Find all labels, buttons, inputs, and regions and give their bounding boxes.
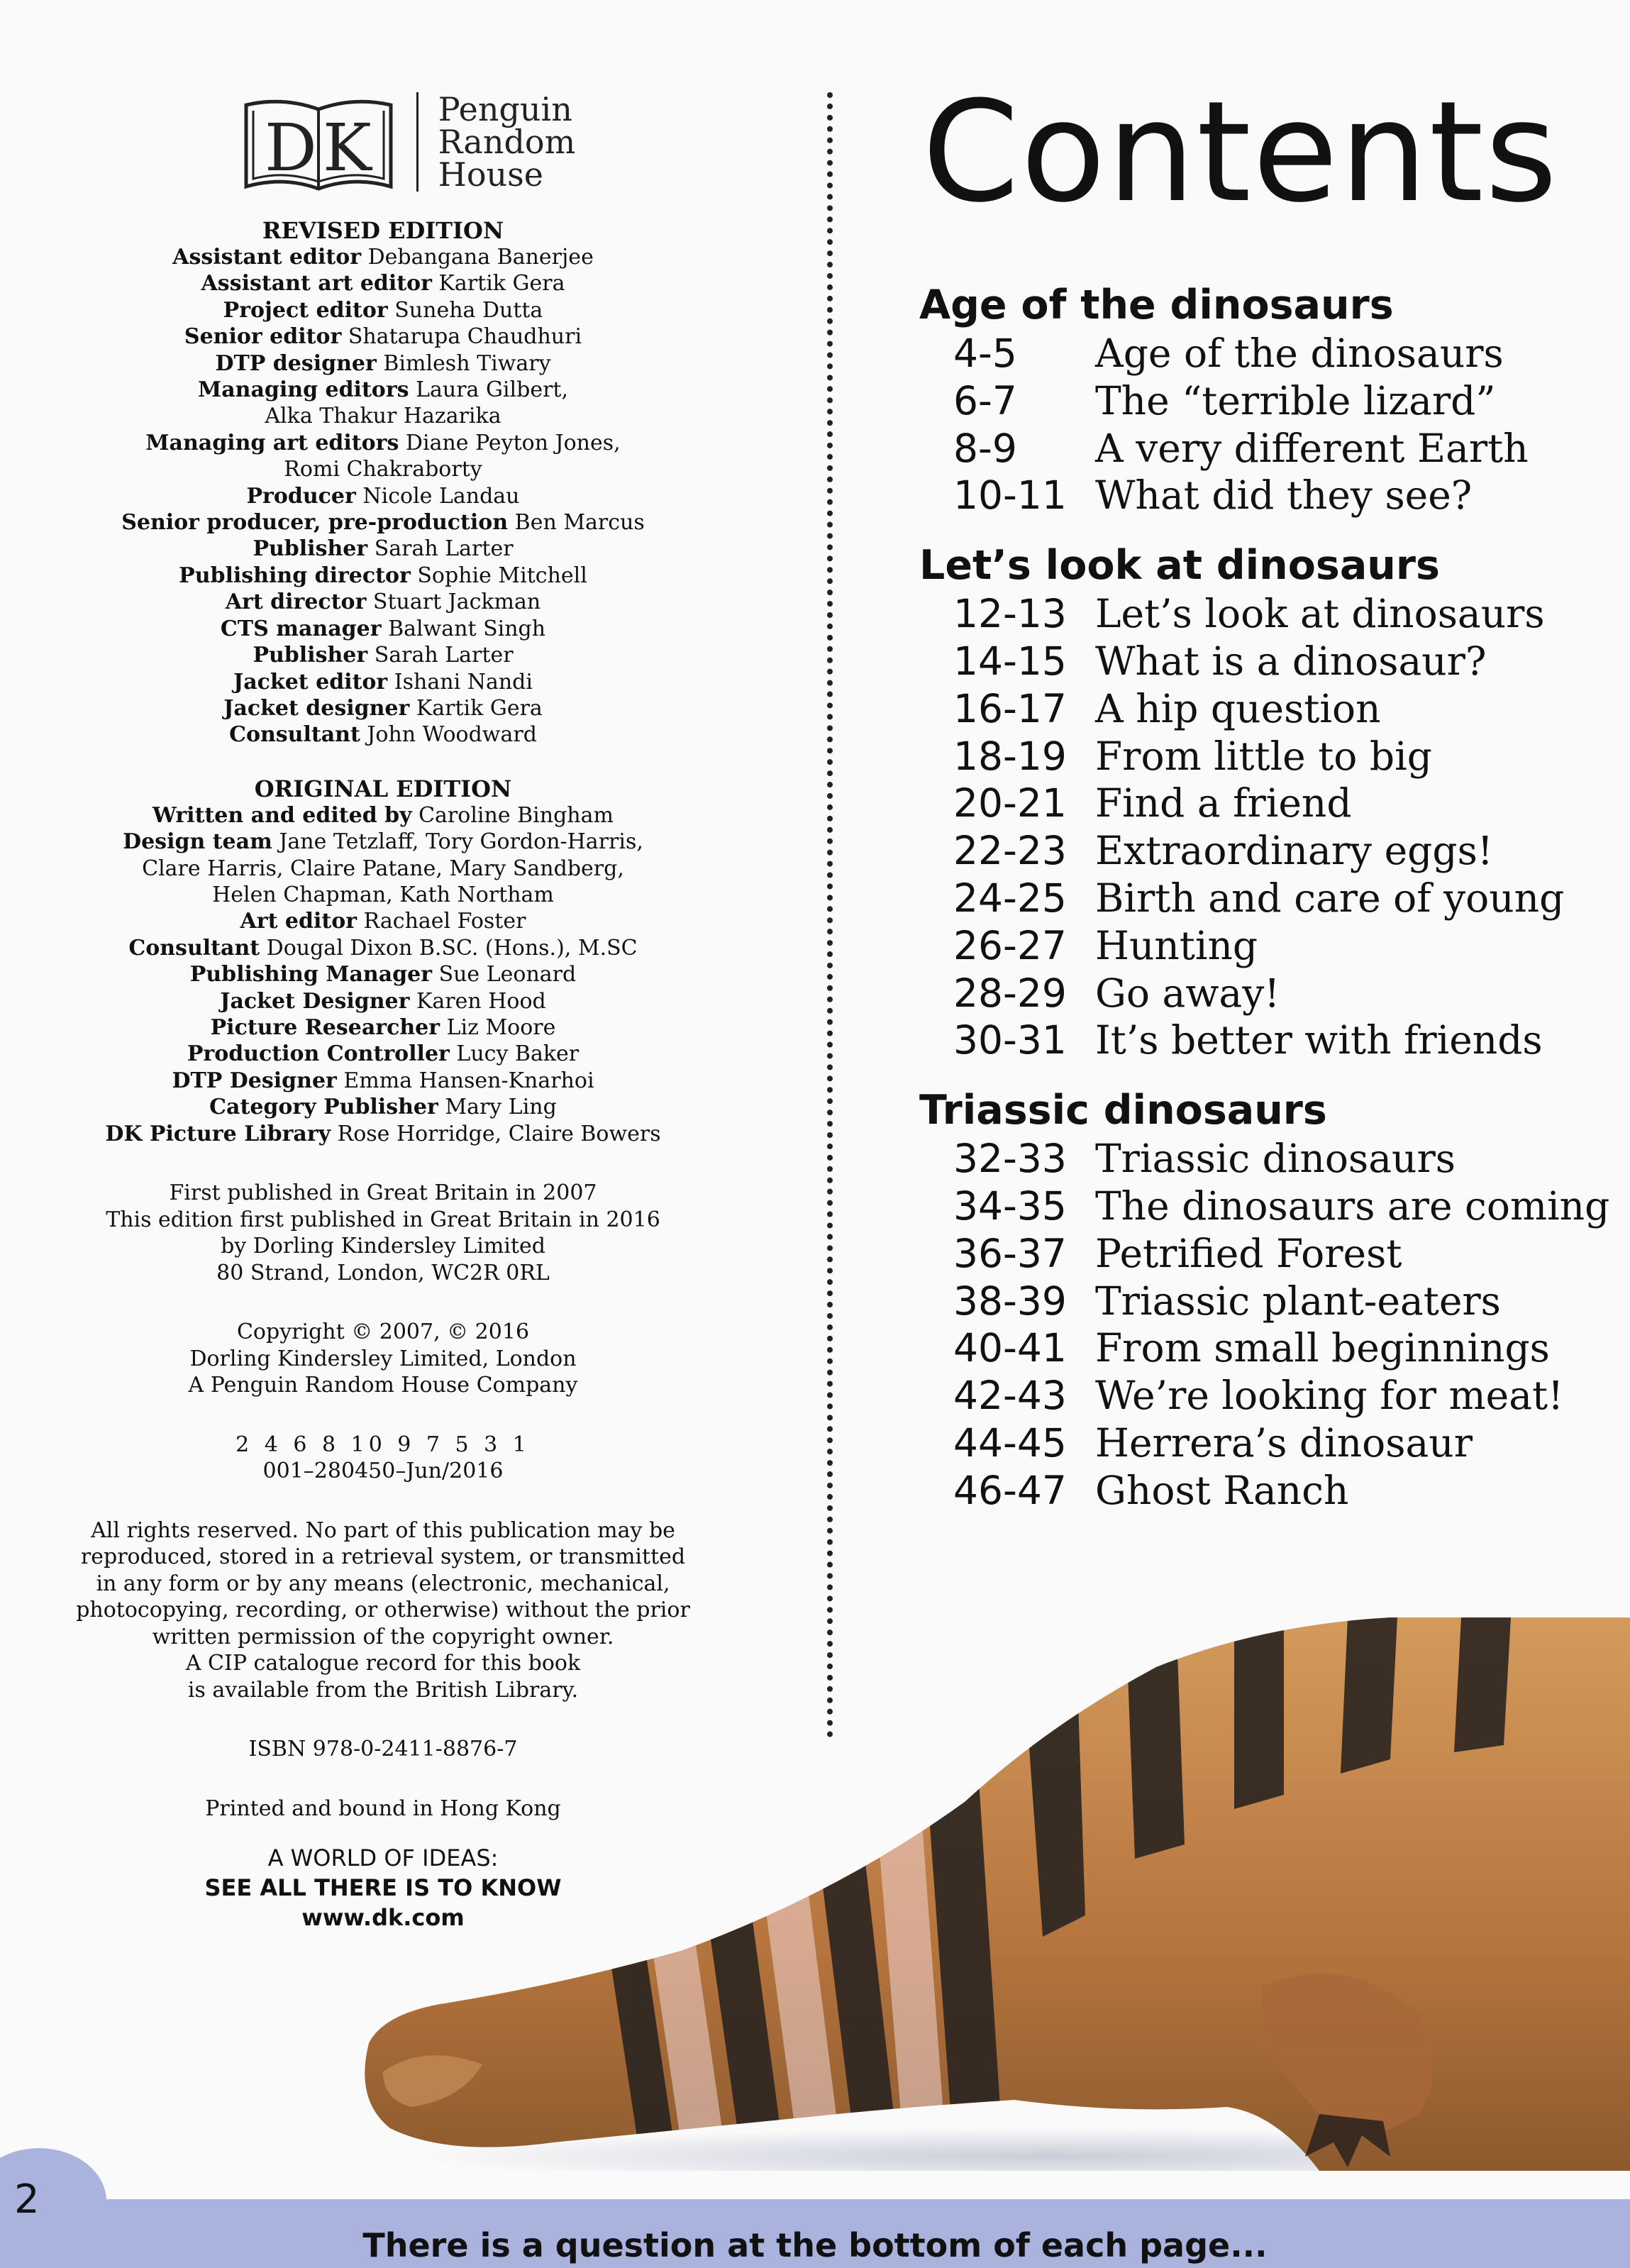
credit-line bbox=[71, 403, 695, 429]
credit-line bbox=[71, 1014, 695, 1041]
prh-line-3: House bbox=[438, 155, 543, 194]
rights-line: in any form or by any means (electronic, mechanical, bbox=[96, 1571, 670, 1596]
toc-entry-title: The “terrible lizard” bbox=[1095, 377, 1496, 424]
publication-history bbox=[71, 1180, 695, 1286]
credit-line bbox=[71, 1094, 695, 1120]
toc-entry[interactable] bbox=[919, 827, 1614, 875]
toc-entry-title: Triassic dinosaurs bbox=[1095, 1136, 1456, 1182]
toc-section-heading: Let’s look at dinosaurs bbox=[919, 542, 1440, 590]
credit-name: Sarah Larter bbox=[374, 536, 514, 562]
footer-question-teaser: There is a question at the bottom of each page... bbox=[362, 2226, 1268, 2264]
credit-role: Producer bbox=[246, 483, 356, 509]
svg-text:D: D bbox=[264, 109, 317, 186]
rights-line: All rights reserved. No part of this publication may be bbox=[91, 1517, 675, 1543]
toc-entry-pages: 16-17 bbox=[953, 685, 1067, 731]
toc-entry[interactable] bbox=[919, 377, 1614, 425]
credit-role: Production Controller bbox=[187, 1041, 450, 1067]
credit-role: Publisher bbox=[253, 536, 368, 562]
credit-role: Jacket editor bbox=[233, 669, 388, 695]
toc-entry-pages: 12-13 bbox=[953, 591, 1067, 637]
credit-role: Managing art editors bbox=[145, 430, 399, 455]
credit-role: DK Picture Library bbox=[105, 1121, 331, 1146]
toc-section bbox=[919, 280, 1614, 519]
toc-entry-title: Birth and care of young bbox=[1095, 875, 1565, 921]
credit-role: CTS manager bbox=[220, 616, 382, 641]
toc-entry-pages: 10-11 bbox=[953, 472, 1067, 519]
table-of-contents bbox=[919, 280, 1614, 1536]
credit-line bbox=[71, 244, 695, 270]
toc-entry[interactable] bbox=[919, 1278, 1614, 1325]
publication-line: First published in Great Britain in 2007 bbox=[169, 1180, 597, 1205]
rights-line: is available from the British Library. bbox=[187, 1677, 579, 1703]
toc-entry-title: From small beginnings bbox=[1095, 1325, 1550, 1371]
toc-section-heading: Triassic dinosaurs bbox=[919, 1087, 1327, 1134]
credit-role: Picture Researcher bbox=[210, 1014, 440, 1040]
toc-entry-pages: 8-9 bbox=[953, 425, 1017, 471]
toc-section bbox=[919, 541, 1614, 1064]
credit-line bbox=[71, 430, 695, 456]
column-divider bbox=[827, 92, 833, 1738]
dinosaur-illustration bbox=[340, 1617, 1630, 2171]
svg-text:K: K bbox=[322, 109, 372, 186]
toc-entry-title: It’s better with friends bbox=[1095, 1017, 1543, 1063]
credit-line bbox=[71, 589, 695, 615]
credit-name: Karen Hood bbox=[416, 988, 546, 1014]
toc-entry-title: From little to big bbox=[1095, 733, 1432, 779]
toc-entry[interactable] bbox=[919, 1135, 1614, 1183]
credit-role: Art director bbox=[225, 590, 367, 615]
toc-entry-pages: 26-27 bbox=[953, 922, 1067, 968]
toc-entry-title: Extraordinary eggs! bbox=[1095, 828, 1493, 874]
credit-role: Design team bbox=[123, 829, 272, 855]
page-number: 2 bbox=[14, 2176, 40, 2223]
toc-entry[interactable] bbox=[919, 1420, 1614, 1467]
credit-name: Balwant Singh bbox=[388, 616, 546, 641]
credit-role: Publishing Manager bbox=[189, 962, 433, 988]
credit-line bbox=[71, 829, 695, 855]
printer-key: 2 4 6 8 10 9 7 5 3 1 bbox=[235, 1432, 531, 1457]
toc-entry[interactable] bbox=[919, 1372, 1614, 1420]
toc-entry[interactable] bbox=[919, 472, 1614, 519]
credit-name: Ben Marcus bbox=[514, 510, 645, 536]
credit-line bbox=[71, 721, 695, 748]
credit-name: Ishani Nandi bbox=[394, 669, 533, 695]
prh-line-2: Random bbox=[438, 123, 576, 161]
toc-entry-title: Hunting bbox=[1095, 922, 1258, 968]
copyright-line: A Penguin Random House Company bbox=[188, 1373, 578, 1398]
toc-entry-title: What is a dinosaur? bbox=[1095, 638, 1487, 684]
credit-role: Senior editor bbox=[184, 324, 342, 350]
credit-line bbox=[71, 988, 695, 1014]
publication-line: This edition first published in Great Britain in 2016 bbox=[106, 1207, 660, 1232]
credit-name: Diane Peyton Jones, bbox=[405, 430, 621, 455]
credit-name: Stuart Jackman bbox=[372, 590, 541, 615]
credit-line bbox=[71, 509, 695, 536]
credit-name: Liz Moore bbox=[446, 1014, 556, 1040]
slogan-line-1: A WORLD OF IDEAS: bbox=[267, 1844, 499, 1871]
credit-role: Publisher bbox=[253, 643, 368, 668]
credit-name: Alka Thakur Hazarika bbox=[265, 404, 501, 429]
rights-line: written permission of the copyright owner. bbox=[152, 1624, 614, 1649]
credit-line bbox=[71, 961, 695, 988]
credit-name: Nicole Landau bbox=[362, 483, 520, 509]
credit-name: Helen Chapman, Kath Northam bbox=[212, 882, 554, 907]
toc-entry-title: Triassic plant-eaters bbox=[1095, 1278, 1501, 1324]
credit-name: Debangana Banerjee bbox=[367, 245, 594, 270]
original-edition-heading: ORIGINAL EDITION bbox=[254, 775, 512, 802]
dk-logo-icon bbox=[240, 91, 397, 194]
credit-role: Jacket Designer bbox=[220, 988, 410, 1014]
toc-entry-pages: 22-23 bbox=[953, 828, 1067, 874]
credit-name: Rose Horridge, Claire Bowers bbox=[337, 1121, 661, 1146]
credit-name: Sue Leonard bbox=[438, 962, 577, 988]
copyright-line: Dorling Kindersley Limited, London bbox=[189, 1346, 577, 1371]
credit-line bbox=[71, 882, 695, 908]
penguin-random-house-wordmark bbox=[438, 90, 576, 194]
credit-role: Category Publisher bbox=[209, 1095, 438, 1120]
credit-name: Suneha Dutta bbox=[394, 297, 543, 323]
credit-name: Romi Chakraborty bbox=[284, 457, 482, 482]
toc-entry-title: We’re looking for meat! bbox=[1095, 1373, 1564, 1419]
toc-entry-pages: 6-7 bbox=[953, 377, 1017, 424]
credit-role: Assistant editor bbox=[172, 245, 362, 270]
credit-role: Managing editors bbox=[197, 377, 409, 403]
toc-entry[interactable] bbox=[919, 922, 1614, 970]
toc-entry[interactable] bbox=[919, 875, 1614, 922]
credit-line bbox=[71, 669, 695, 695]
credit-line bbox=[71, 1041, 695, 1067]
publisher-logo bbox=[121, 85, 695, 199]
toc-section-heading: Age of the dinosaurs bbox=[919, 282, 1394, 328]
toc-entry[interactable] bbox=[919, 970, 1614, 1017]
dk-website-link[interactable]: www.dk.com bbox=[301, 1904, 465, 1931]
credit-line bbox=[71, 1068, 695, 1094]
credit-role: Consultant bbox=[229, 722, 360, 748]
credit-role: Jacket designer bbox=[223, 695, 410, 721]
credit-name: Sophie Mitchell bbox=[417, 563, 587, 588]
toc-section bbox=[919, 1085, 1614, 1514]
toc-entry-pages: 44-45 bbox=[953, 1420, 1067, 1466]
publication-line: 80 Strand, London, WC2R 0RL bbox=[216, 1260, 550, 1285]
toc-entry[interactable] bbox=[919, 1183, 1614, 1230]
credit-line bbox=[71, 270, 695, 297]
credit-name: Lucy Baker bbox=[456, 1041, 580, 1067]
toc-entry-title: Age of the dinosaurs bbox=[1095, 331, 1504, 376]
toc-entry-pages: 18-19 bbox=[953, 733, 1067, 779]
credit-role: Project editor bbox=[223, 297, 388, 323]
toc-entry[interactable] bbox=[919, 425, 1614, 472]
credit-role: Art editor bbox=[240, 909, 357, 934]
toc-entry-pages: 30-31 bbox=[953, 1017, 1067, 1063]
toc-entry-title: Petrified Forest bbox=[1095, 1230, 1402, 1276]
toc-entry-title: A hip question bbox=[1095, 685, 1381, 731]
credit-name: Sarah Larter bbox=[374, 643, 514, 668]
toc-entry-title: Find a friend bbox=[1095, 780, 1352, 826]
credit-role: Written and edited by bbox=[153, 802, 412, 828]
copyright-notice bbox=[71, 1319, 695, 1399]
print-codes bbox=[71, 1432, 695, 1485]
toc-entry-pages: 28-29 bbox=[953, 970, 1067, 1016]
credit-name: John Woodward bbox=[367, 722, 537, 748]
job-code: 001–280450–Jun/2016 bbox=[262, 1459, 504, 1483]
toc-entry[interactable] bbox=[919, 590, 1614, 638]
credit-name: Emma Hansen-Knarhoi bbox=[343, 1068, 594, 1093]
rights-line: A CIP catalogue record for this book bbox=[185, 1651, 581, 1676]
credit-name: Mary Ling bbox=[445, 1095, 557, 1120]
original-credits bbox=[71, 802, 695, 1147]
toc-entry-pages: 20-21 bbox=[953, 780, 1067, 826]
credit-role: DTP designer bbox=[215, 350, 377, 376]
credit-line bbox=[71, 323, 695, 350]
credit-name: Laura Gilbert, bbox=[416, 377, 568, 403]
toc-entry-pages: 38-39 bbox=[953, 1278, 1067, 1324]
credit-role: Consultant bbox=[128, 935, 260, 961]
credit-name: Rachael Foster bbox=[363, 909, 526, 934]
toc-entry-pages: 46-47 bbox=[953, 1467, 1067, 1513]
credit-name: Shatarupa Chaudhuri bbox=[348, 324, 582, 350]
credit-role: Publishing director bbox=[179, 563, 411, 588]
toc-entry-title: Go away! bbox=[1095, 970, 1280, 1016]
revised-credits bbox=[71, 244, 695, 748]
credit-line bbox=[71, 1121, 695, 1147]
toc-entry-title: The dinosaurs are coming bbox=[1095, 1183, 1610, 1229]
credit-line bbox=[71, 935, 695, 961]
credit-line bbox=[71, 908, 695, 934]
toc-entry[interactable] bbox=[919, 1467, 1614, 1515]
printed-in: Printed and bound in Hong Kong bbox=[205, 1796, 561, 1821]
credit-line bbox=[71, 377, 695, 403]
toc-entry[interactable] bbox=[919, 330, 1614, 377]
toc-entry-title: What did they see? bbox=[1095, 472, 1473, 519]
credit-name: Kartik Gera bbox=[438, 271, 565, 297]
toc-entry-pages: 14-15 bbox=[953, 638, 1067, 684]
credit-line bbox=[71, 563, 695, 589]
credit-line bbox=[71, 350, 695, 377]
toc-entry-title: Herrera’s dinosaur bbox=[1095, 1420, 1473, 1466]
slogan-line-2: SEE ALL THERE IS TO KNOW bbox=[204, 1874, 562, 1901]
toc-entry[interactable] bbox=[919, 733, 1614, 780]
credit-line bbox=[71, 483, 695, 509]
toc-entry-pages: 40-41 bbox=[953, 1325, 1067, 1371]
credit-line bbox=[71, 642, 695, 668]
credit-name: Caroline Bingham bbox=[418, 802, 614, 828]
credit-role: Assistant art editor bbox=[201, 271, 432, 297]
prh-line-1: Penguin bbox=[438, 90, 572, 128]
credit-line bbox=[71, 856, 695, 882]
toc-entry-pages: 34-35 bbox=[953, 1183, 1067, 1229]
toc-entry[interactable] bbox=[919, 685, 1614, 733]
rights-line: photocopying, recording, or otherwise) without the prior bbox=[76, 1598, 690, 1622]
credit-line bbox=[71, 456, 695, 482]
toc-entry-pages: 24-25 bbox=[953, 875, 1067, 921]
toc-entry-title: Ghost Ranch bbox=[1095, 1467, 1349, 1513]
rights-line: reproduced, stored in a retrieval system, or transmitted bbox=[80, 1544, 686, 1569]
toc-entry[interactable] bbox=[919, 1017, 1614, 1064]
logo-divider bbox=[416, 92, 418, 192]
credit-name: Kartik Gera bbox=[416, 695, 543, 721]
credit-line bbox=[71, 695, 695, 721]
toc-entry-pages: 36-37 bbox=[953, 1230, 1067, 1276]
revised-edition-heading: REVISED EDITION bbox=[262, 217, 504, 244]
copyright-line: Copyright © 2007, © 2016 bbox=[236, 1320, 530, 1344]
toc-entry-pages: 4-5 bbox=[953, 331, 1017, 376]
credit-line bbox=[71, 536, 695, 562]
isbn: ISBN 978-0-2411-8876-7 bbox=[248, 1737, 518, 1761]
contents-title: Contents bbox=[922, 72, 1559, 233]
credit-role: Senior producer, pre-production bbox=[121, 510, 509, 536]
credit-line bbox=[71, 802, 695, 829]
toc-entry[interactable] bbox=[919, 780, 1614, 827]
credit-name: Bimlesh Tiwary bbox=[383, 350, 551, 376]
credit-line bbox=[71, 616, 695, 642]
publication-line: by Dorling Kindersley Limited bbox=[221, 1234, 545, 1259]
toc-entry[interactable] bbox=[919, 1230, 1614, 1278]
credit-line bbox=[71, 297, 695, 323]
credit-name: Dougal Dixon B.SC. (Hons.), M.SC bbox=[266, 935, 638, 961]
toc-entry-title: Let’s look at dinosaurs bbox=[1095, 591, 1545, 637]
toc-entry[interactable] bbox=[919, 1324, 1614, 1372]
credit-name: Jane Tetzlaff, Tory Gordon-Harris, bbox=[279, 829, 643, 855]
toc-entry-pages: 32-33 bbox=[953, 1136, 1067, 1182]
toc-entry[interactable] bbox=[919, 638, 1614, 685]
credit-role: DTP Designer bbox=[172, 1068, 337, 1093]
credit-name: Clare Harris, Claire Patane, Mary Sandberg, bbox=[142, 856, 624, 881]
toc-entry-pages: 42-43 bbox=[953, 1373, 1067, 1419]
toc-entry-title: A very different Earth bbox=[1095, 425, 1529, 471]
